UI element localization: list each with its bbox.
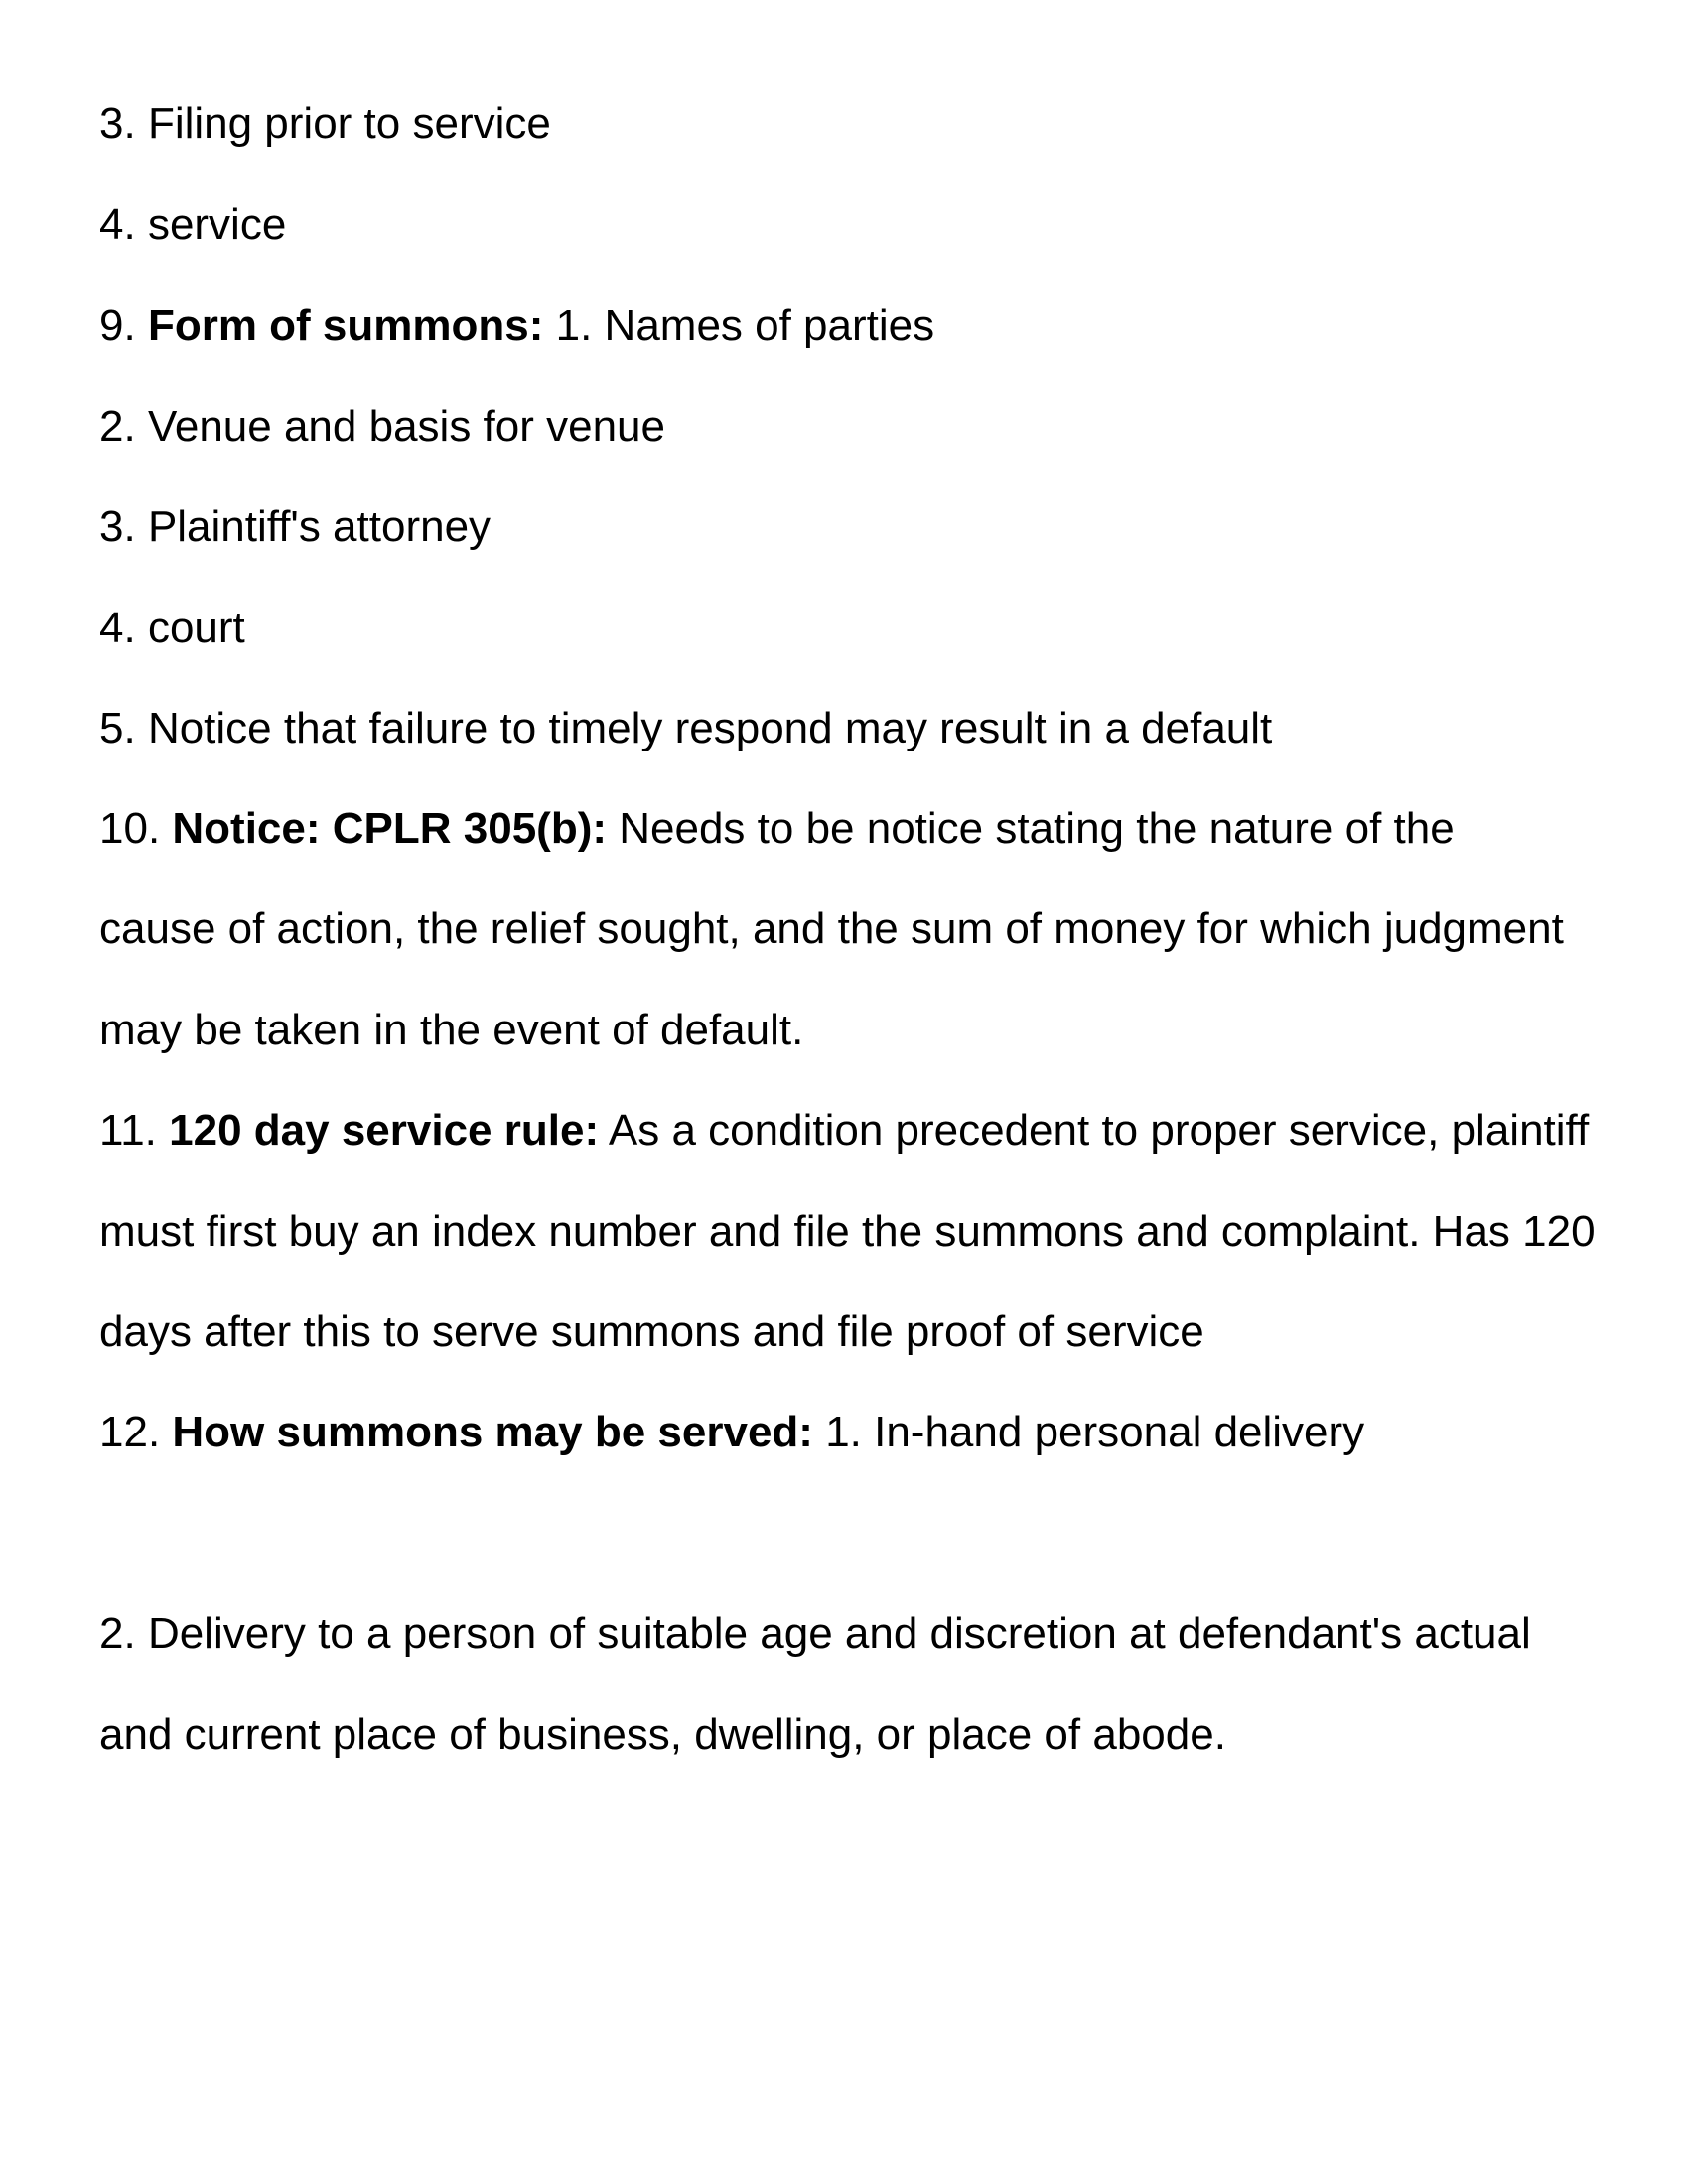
item-text: As a condition precedent to proper service, plaintiff bbox=[608, 1106, 1590, 1155]
item-text: Venue and basis for venue bbox=[147, 402, 665, 451]
item-text: service bbox=[147, 201, 287, 249]
list-item-plaintiffs-attorney bbox=[99, 501, 491, 553]
item-text: must first buy an index number and file the summons and complaint. Has 120 bbox=[99, 1207, 1596, 1256]
section-heading: How summons may be served: bbox=[172, 1408, 813, 1456]
list-item-suitable-age-delivery bbox=[99, 1608, 1531, 1660]
item-text: may be taken in the event of default. bbox=[99, 1006, 804, 1054]
item-text: Filing prior to service bbox=[147, 99, 551, 148]
item-number: 4. bbox=[99, 201, 136, 249]
list-item-how-served bbox=[99, 1407, 1364, 1458]
item-number: 3. bbox=[99, 502, 136, 551]
item-number: 4. bbox=[99, 604, 136, 652]
item-text: court bbox=[147, 604, 245, 652]
paragraph-line bbox=[99, 1005, 803, 1056]
item-number: 10. bbox=[99, 804, 161, 853]
list-item-form-of-summons bbox=[99, 300, 934, 351]
section-heading: Form of summons: bbox=[147, 301, 544, 349]
list-item-venue bbox=[99, 401, 665, 453]
item-text: 1. In-hand personal delivery bbox=[825, 1408, 1365, 1456]
section-heading: 120 day service rule: bbox=[169, 1106, 600, 1155]
item-number: 2. bbox=[99, 1609, 136, 1658]
item-text: Notice that failure to timely respond may result in a default bbox=[147, 704, 1273, 752]
paragraph-line bbox=[99, 1306, 1204, 1358]
item-number: 11. bbox=[99, 1106, 157, 1155]
item-text: days after this to serve summons and file proof of service bbox=[99, 1307, 1204, 1356]
item-number: 12. bbox=[99, 1408, 161, 1456]
item-text: Needs to be notice stating the nature of the bbox=[619, 804, 1455, 853]
list-item-default-notice bbox=[99, 703, 1272, 754]
item-text: Plaintiff's attorney bbox=[147, 502, 492, 551]
item-text: cause of action, the relief sought, and the sum of money for which judgment bbox=[99, 904, 1564, 953]
item-text: and current place of business, dwelling, or place of abode. bbox=[99, 1710, 1226, 1759]
paragraph-line bbox=[99, 1206, 1596, 1258]
item-text: Delivery to a person of suitable age and discretion at defendant's actual bbox=[147, 1609, 1531, 1658]
item-number: 2. bbox=[99, 402, 136, 451]
paragraph-line bbox=[99, 903, 1564, 955]
paragraph-line bbox=[99, 1709, 1226, 1761]
item-number: 3. bbox=[99, 99, 136, 148]
item-number: 5. bbox=[99, 704, 136, 752]
item-text: 1. Names of parties bbox=[555, 301, 935, 349]
list-item-120-day-rule bbox=[99, 1105, 1589, 1157]
section-heading: Notice: CPLR 305(b): bbox=[172, 804, 607, 853]
list-item-service bbox=[99, 200, 286, 251]
item-number: 9. bbox=[99, 301, 136, 349]
list-item-filing-prior-to-service bbox=[99, 98, 551, 150]
list-item-notice-cplr bbox=[99, 803, 1455, 855]
list-item-court bbox=[99, 603, 245, 654]
